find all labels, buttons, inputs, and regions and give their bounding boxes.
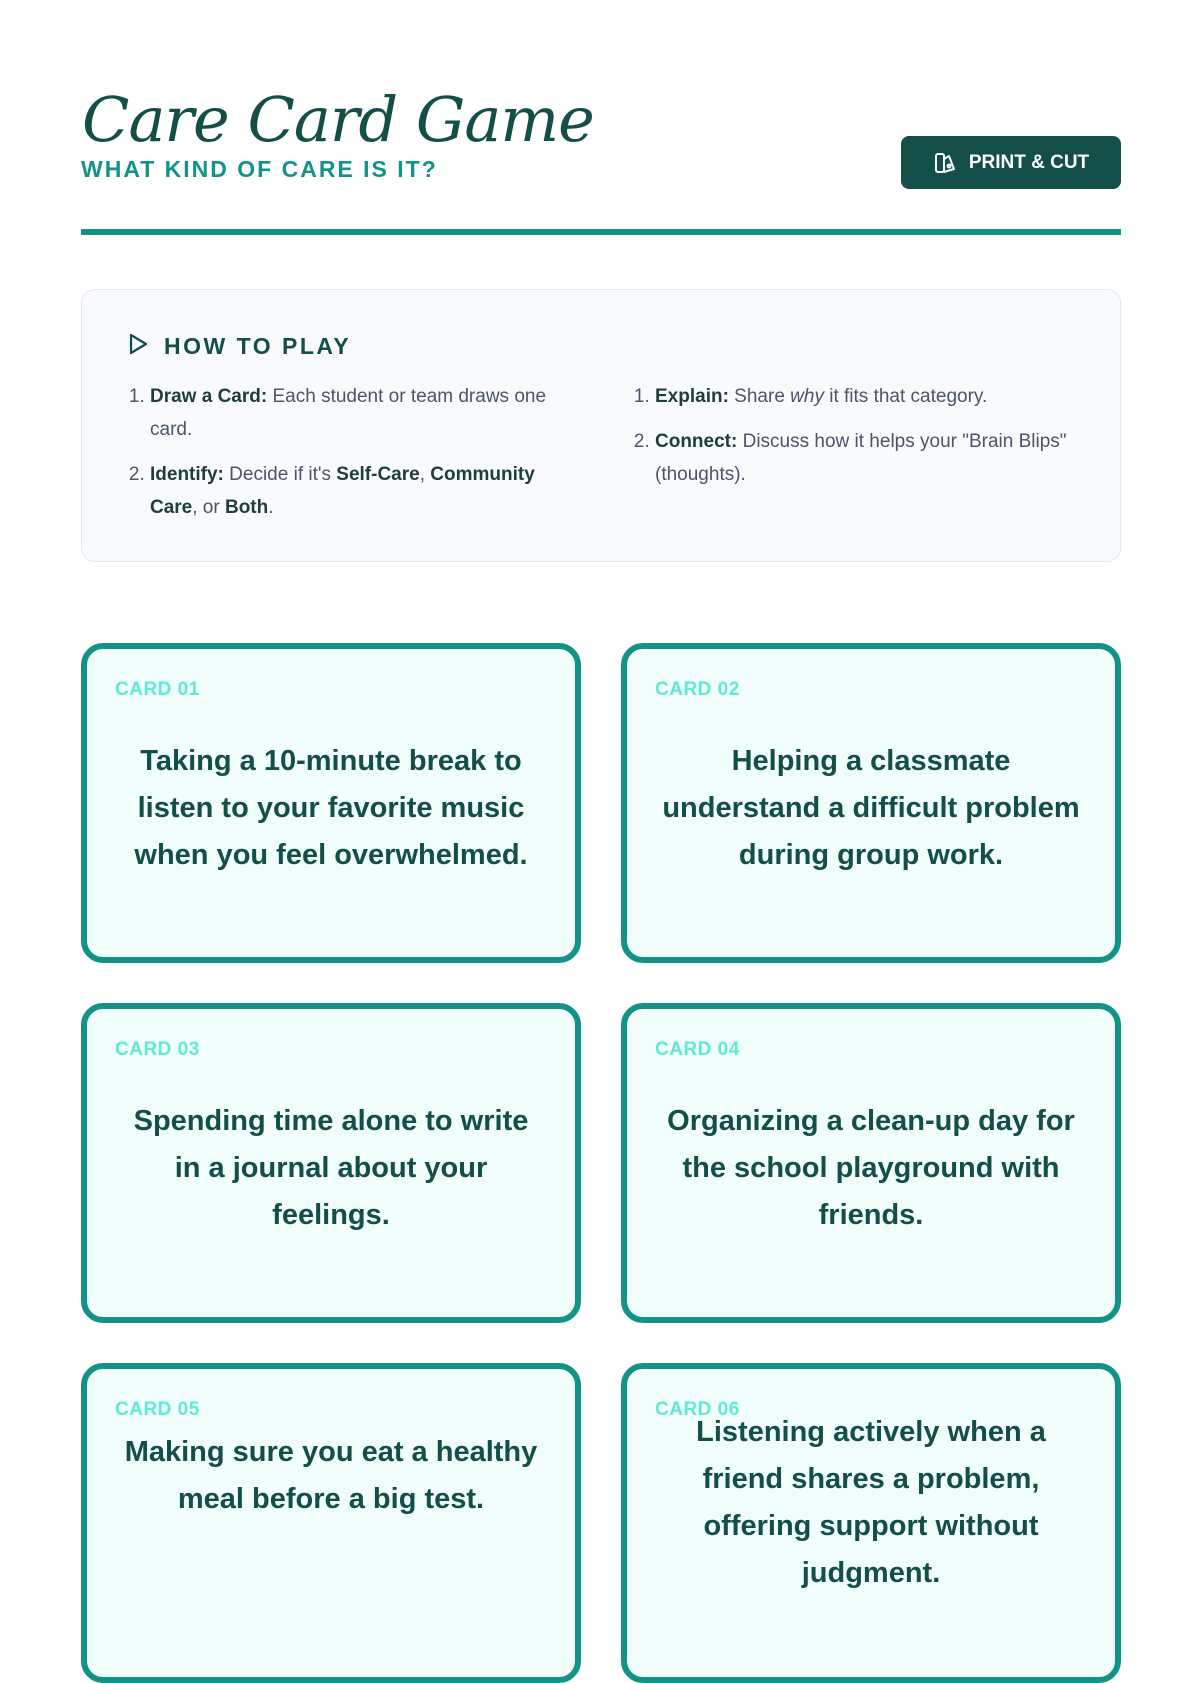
page-subtitle: WHAT KIND OF CARE IS IT? xyxy=(81,156,438,182)
step-label: Identify: xyxy=(150,464,224,485)
how-to-play-panel xyxy=(81,289,1121,562)
print-cut-label: PRINT & CUT xyxy=(968,151,1090,173)
step-text: it fits that category. xyxy=(823,386,988,407)
card-text: Listening actively when a friend shares a problem, offering support without judgment. xyxy=(696,1416,1046,1589)
step-text: Discuss how it helps your "Brain Blips" (thoughts). xyxy=(655,431,1067,485)
card-text: Helping a classmate understand a difficult problem during group work. xyxy=(662,744,1080,871)
step-text: , xyxy=(419,464,431,485)
card-number: CARD 06 xyxy=(655,1399,740,1420)
play-icon xyxy=(126,332,150,361)
page-title: Care Card Game xyxy=(82,83,594,156)
steps-list-right xyxy=(631,380,1095,503)
print-scissors-icon xyxy=(933,151,957,175)
step-label: Explain: xyxy=(655,386,729,407)
how-to-play-title: HOW TO PLAY xyxy=(164,333,352,359)
care-card-01 xyxy=(81,643,581,963)
card-number: CARD 05 xyxy=(115,1399,200,1420)
care-card-05 xyxy=(81,1363,581,1683)
step-label: Connect: xyxy=(655,431,738,452)
step-text: . xyxy=(268,497,274,518)
how-to-play-header xyxy=(126,332,351,361)
steps-list-left xyxy=(126,380,560,536)
card-text: Taking a 10-minute break to listen to your favorite music when you feel overwhelmed. xyxy=(134,744,528,871)
header-divider xyxy=(81,229,1121,235)
step-draw xyxy=(150,380,560,446)
step-text: Share xyxy=(728,386,791,407)
step-text: Each student or team draws one card. xyxy=(150,386,547,440)
card-number: CARD 03 xyxy=(115,1039,200,1060)
option-self-care: Self-Care xyxy=(336,464,420,485)
card-number: CARD 02 xyxy=(655,679,740,700)
step-label: Draw a Card: xyxy=(150,386,268,407)
step-text: , or xyxy=(192,497,225,518)
card-text: Making sure you eat a healthy meal before a big test. xyxy=(124,1436,538,1515)
card-number: CARD 01 xyxy=(115,679,200,700)
option-both: Both xyxy=(224,497,269,518)
step-emphasis: why xyxy=(790,386,824,407)
care-card-06 xyxy=(621,1363,1121,1683)
step-text: Decide if it's xyxy=(223,464,337,485)
step-identify xyxy=(150,458,560,524)
step-explain xyxy=(655,380,1095,413)
option-community-care: Community Care xyxy=(150,464,535,518)
card-text: Spending time alone to write in a journal about your feelings. xyxy=(133,1104,529,1231)
care-card-02 xyxy=(621,643,1121,963)
card-number: CARD 04 xyxy=(655,1039,740,1060)
care-card-03 xyxy=(81,1003,581,1323)
care-card-04 xyxy=(621,1003,1121,1323)
print-cut-button[interactable] xyxy=(901,136,1121,189)
step-connect xyxy=(655,425,1095,491)
card-text: Organizing a clean-up day for the school playground with friends. xyxy=(667,1104,1075,1231)
